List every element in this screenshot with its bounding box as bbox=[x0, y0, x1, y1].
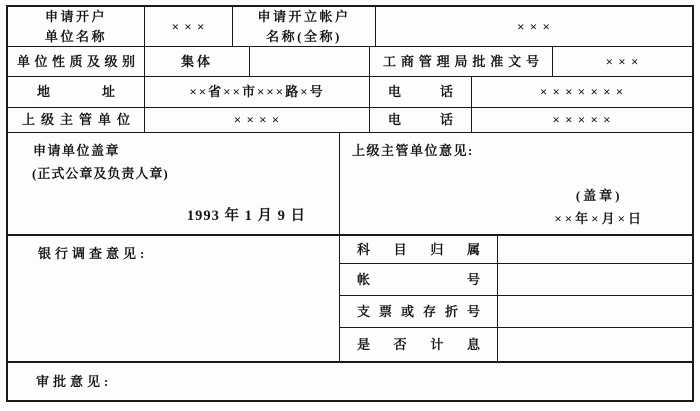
unit-nature-value: 集体 bbox=[145, 47, 250, 77]
application-form-table bbox=[6, 5, 694, 402]
account-name-value: × × × bbox=[376, 7, 692, 47]
applicant-unit-name-label-line1: 申请开户 bbox=[44, 9, 107, 24]
applicant-seal-date: 1993 年 1 月 9 日 bbox=[186, 208, 306, 225]
approval-opinion-cell: 审批意见: bbox=[36, 373, 113, 389]
applicant-unit-name-label bbox=[8, 7, 145, 47]
industry-commerce-approval-label: 工商管理局批准文号 bbox=[370, 47, 553, 77]
address-label: 地址 bbox=[8, 77, 145, 108]
address-value: ××省××市×××路×号 bbox=[145, 77, 370, 108]
account-number-value bbox=[498, 264, 692, 296]
account-number-label: 帐号 bbox=[340, 264, 498, 296]
superior-opinion-signature-block bbox=[554, 187, 644, 228]
industry-commerce-approval-value: × × × bbox=[553, 47, 692, 77]
account-name-label bbox=[233, 7, 376, 47]
cheque-passbook-number-label: 支票或存折号 bbox=[340, 296, 498, 328]
phone-label-1: 电话 bbox=[370, 77, 472, 108]
phone-value-2: × × × × × bbox=[472, 108, 692, 133]
interest-bearing-value bbox=[498, 328, 692, 363]
superior-unit-value: × × × × bbox=[145, 108, 370, 133]
account-name-label-line1: 申请开立帐户 bbox=[257, 9, 351, 24]
subject-attribution-label: 科目归属 bbox=[340, 236, 498, 264]
superior-opinion-seal: (盖章) bbox=[575, 187, 623, 203]
unit-nature-label: 单位性质及级别 bbox=[8, 47, 145, 77]
applicant-unit-name-label-line2: 单位名称 bbox=[44, 28, 107, 44]
cheque-passbook-number-value bbox=[498, 296, 692, 328]
interest-bearing-label: 是否计息 bbox=[340, 328, 498, 363]
bank-investigation-title: 银行调查意见: bbox=[38, 246, 149, 261]
applicant-seal-cell bbox=[8, 133, 340, 236]
superior-opinion-date: ××年×月×日 bbox=[554, 211, 644, 227]
phone-value-1: × × × × × × × bbox=[472, 77, 692, 108]
unit-nature-extra-cell bbox=[250, 47, 370, 77]
superior-unit-label: 上级主管单位 bbox=[8, 108, 145, 133]
superior-opinion-title: 上级主管单位意见: bbox=[352, 143, 474, 158]
phone-label-2: 电话 bbox=[370, 108, 472, 133]
superior-opinion-cell bbox=[340, 133, 692, 236]
account-name-label-line2: 名称(全称) bbox=[266, 28, 342, 44]
applicant-seal-title: 申请单位盖章 bbox=[33, 143, 121, 158]
applicant-unit-name-value: × × × bbox=[145, 7, 233, 47]
bank-investigation-cell bbox=[8, 236, 340, 363]
applicant-seal-subtitle: (正式公章及负责人章) bbox=[32, 166, 169, 181]
subject-attribution-value bbox=[498, 236, 692, 264]
